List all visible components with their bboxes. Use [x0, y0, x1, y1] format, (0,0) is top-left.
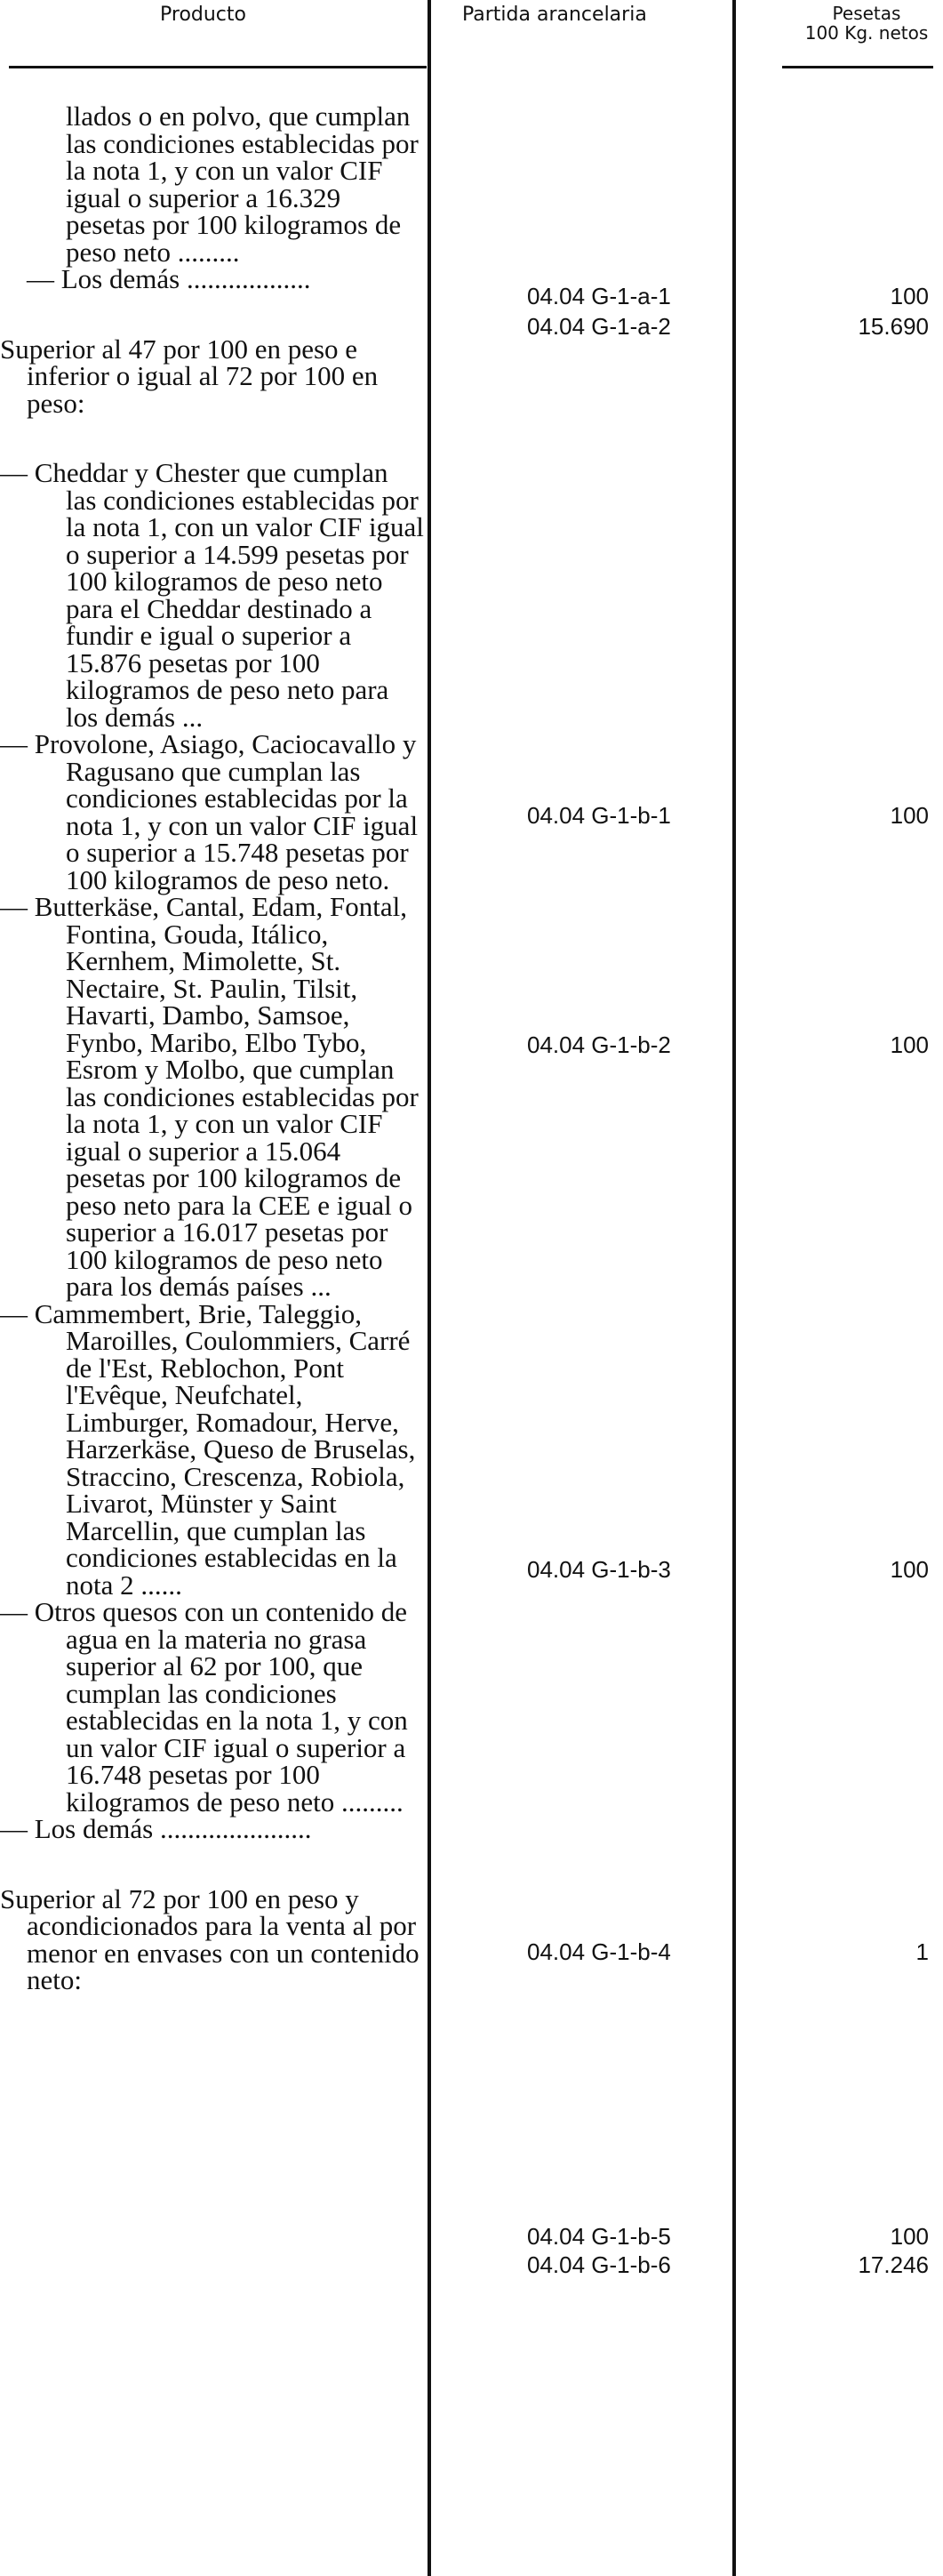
- pesetas-value: 17.246: [858, 2251, 929, 2278]
- column-divider-1: [428, 0, 431, 2576]
- column-divider-2: [732, 0, 736, 2576]
- entry-otros-quesos: — Otros quesos con un contenido de agua en la materia no grasa superior al 62 por 100, que cumplan las condiciones establecidas en la nota 1, y con un valor CIF igual o superior a 16.748 pesetas por 100 kilogramos de peso neto .........: [0, 1596, 408, 1818]
- entry-cheddar: — Cheddar y Chester que cumplan las condiciones establecidas por la nota 1, con un valor CIF igual o superior a 14.599 pesetas por 100 kilogramos de peso neto para el Cheddar destinado a fundir e igual o superior a 15.876 pesetas por 100 kilogramos de peso neto para los demás ...: [0, 457, 424, 733]
- pesetas-value: 15.690: [858, 313, 929, 340]
- partida-code: 04.04 G-1-b-2: [527, 1031, 671, 1058]
- entry-continued: llados o en polvo, que cumplan las condiciones establecidas por la nota 1, y con un valor CIF igual o superior a 16.329 pesetas por 100 kilogramos de peso neto .........: [66, 100, 419, 268]
- pesetas-value: 100: [890, 1556, 929, 1583]
- entry-los-demas-1: — Los demás ..................: [27, 263, 311, 294]
- pesetas-value: 100: [890, 1031, 929, 1058]
- partida-code: 04.04 G-1-a-2: [527, 313, 671, 340]
- entry-cammembert: — Cammembert, Brie, Taleggio, Maroilles, Coulommiers, Carré de l'Est, Reblochon, Pont l'Evêque, Neufchatel, Limburger, Romadour, Herve, Harzerkäse, Queso de Bruselas, Straccino, Crescenza, Robiola, Livarot, Münster y Saint Marcellin, que cumplan las condiciones establecidas en la nota 2 ......: [0, 1297, 416, 1601]
- header-pesetas-line1: Pesetas: [832, 3, 901, 24]
- entry-los-demas-2: — Los demás ......................: [0, 1813, 312, 1844]
- product-column: [0, 100, 425, 1995]
- partida-code: 04.04 G-1-a-1: [527, 283, 671, 309]
- pesetas-value: 100: [890, 283, 929, 309]
- header-product: Producto: [160, 4, 246, 26]
- entry-butterkase: — Butterkäse, Cantal, Edam, Fontal, Fontina, Gouda, Itálico, Kernhem, Mimolette, St. Nectaire, St. Paulin, Tilsit, Havarti, Dambo, Samsoe, Fynbo, Maribo, Elbo Tybo, Esrom y Molbo, que cumplan las condiciones establecidas por la nota 1, y con un valor CIF igual o superior a 15.064 pesetas por 100 kilogramos de peso neto para la CEE e igual o superior a 16.017 pesetas por 100 kilogramos de peso neto para los demás países ...: [0, 891, 419, 1302]
- pesetas-value: 1: [915, 1938, 929, 1965]
- pesetas-value: 100: [890, 802, 929, 829]
- header-pesetas-line2: 100 Kg. netos: [804, 22, 929, 44]
- partida-code: 04.04 G-1-b-6: [527, 2251, 671, 2278]
- header-pesetas: [800, 4, 933, 43]
- header-partida: Partida arancelaria: [462, 4, 647, 26]
- entry-provolone: — Provolone, Asiago, Caciocavallo y Ragusano que cumplan las condiciones establecidas por la nota 1, y con un valor CIF igual o superior a 15.748 pesetas por 100 kilogramos de peso neto.: [0, 728, 419, 895]
- header-rule-left: [9, 66, 427, 68]
- section-heading-47-72: Superior al 47 por 100 en peso e inferior o igual al 72 por 100 en peso:: [0, 333, 379, 419]
- partida-code: 04.04 G-1-b-3: [527, 1556, 671, 1583]
- header-rule-right: [782, 66, 933, 68]
- partida-code: 04.04 G-1-b-5: [527, 2223, 671, 2250]
- partida-code: 04.04 G-1-b-4: [527, 1938, 671, 1965]
- pesetas-value: 100: [890, 2223, 929, 2250]
- partida-code: 04.04 G-1-b-1: [527, 802, 671, 829]
- section-heading-72: Superior al 72 por 100 en peso y acondicionados para la venta al por menor en envases con un contenido neto:: [0, 1882, 420, 1995]
